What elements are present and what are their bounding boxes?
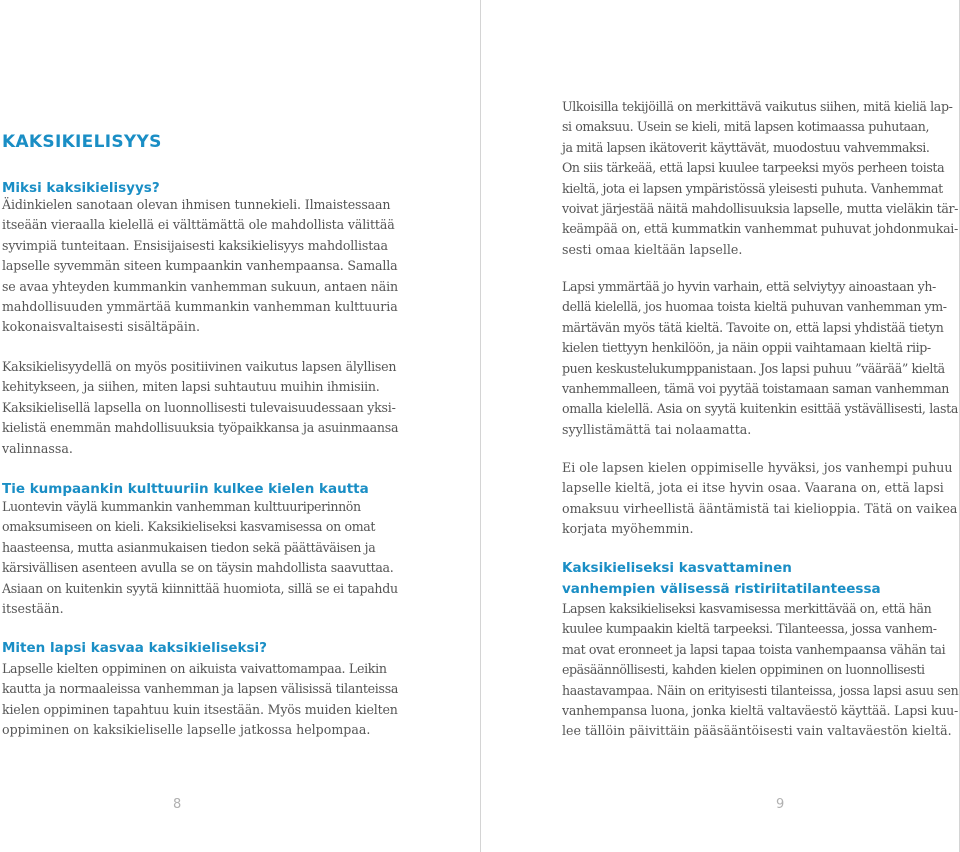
text-line: epäsäännöllisesti, kahden kielen oppiminen on luonnollisesti (562, 662, 925, 678)
text-line: haasteensa, mutta asianmukaisen tiedon sekä päättäväisen ja (2, 539, 376, 555)
text-line: sesti omaa kieltään lapselle. (562, 241, 743, 257)
heading-conflict-situation-line2: vanhempien välisessä ristiriitatilanteessa (562, 581, 881, 597)
heading-conflict-situation: Kaksikieliseksi kasvattaminen (562, 560, 792, 576)
paragraph (562, 599, 958, 742)
heading-how-child-grows-bilingual: Miten lapsi kasvaa kaksikieliseksi? (2, 640, 267, 656)
text-line: Asiaan on kuitenkin syytä kiinnittää huomiota, sillä se ei tapahdu (2, 580, 398, 596)
text-line: Lapsen kaksikieliseksi kasvamisessa merkittävää on, että hän (562, 601, 932, 616)
text-line: omalla kielellä. Asia on syytä kuitenkin esittää ystävällisesti, lasta (562, 401, 958, 417)
paragraph (2, 195, 398, 338)
text-line: oppiminen on kaksikieliselle lapselle jatkossa helpompaa. (2, 722, 371, 738)
text-line: kärsivällisen asenteen avulla se on täysin mahdollista saavuttaa. (2, 560, 394, 576)
page-number-left: 8 (173, 797, 182, 812)
text-line: si omaksuu. Usein se kieli, mitä lapsen kotimaassa puhutaan, (562, 119, 930, 135)
text-line: puen keskustelukumppanistaan. Jos lapsi puhuu ”väärää” kieltä (562, 360, 945, 376)
heading-culture-through-language: Tie kumpaankin kulttuuriin kulkee kielen kautta (2, 481, 369, 497)
text-line: keämpää on, että kummatkin vanhemmat puhuvat johdonmukai- (562, 221, 959, 237)
page-number-right: 9 (776, 797, 785, 812)
page-divider (480, 0, 481, 852)
text-line: kuulee kumpaakin kieltä tarpeeksi. Tilanteessa, jossa vanhem- (562, 621, 937, 637)
text-line: kieltä, jota ei lapsen ympäristössä yleisesti puhuta. Vanhemmat (562, 180, 943, 196)
text-line: mat ovat eronneet ja lapsi tapaa toista vanhempaansa vähän tai (562, 641, 946, 657)
text-line: dellä kielellä, jos huomaa toista kieltä puhuvan vanhemman ym- (562, 299, 947, 315)
text-line: se avaa yhteyden kummankin vanhemman sukuun, antaen näin (2, 278, 398, 294)
text-line: kielen tiettyyn henkilöön, ja näin oppii vaihtamaan kieltä riip- (562, 340, 931, 356)
paragraph (2, 497, 398, 619)
text-line: Kaksikielisellä lapsella on luonnollisesti tulevaisuudessaan yksi- (2, 399, 396, 415)
text-line: vanhemmalleen, tämä voi pyytää toistamaan saman vanhemman (562, 381, 949, 397)
text-line: omaksuu virheellistä ääntämistä tai kielioppia. Tätä on vaikea (562, 500, 958, 516)
text-line: Kaksikielisyydellä on myös positiivinen vaikutus lapsen älyllisen (2, 359, 397, 374)
text-line: syyllistämättä tai nolaamatta. (562, 421, 752, 437)
paragraph (562, 97, 958, 260)
text-line: lapselle syvemmän siteen kumpaankin vanhempaansa. Samalla (2, 258, 398, 274)
text-line: lee tällöin päivittäin pääsääntöisesti vain valtaväestön kieltä. (562, 723, 952, 739)
text-line: itsestään. (2, 601, 64, 617)
paragraph (562, 277, 958, 440)
text-line: kokonaisvaltaisesti sisältäpäin. (2, 319, 201, 335)
text-line: mahdollisuuden ymmärtää kummankin vanhemman kulttuuria (2, 299, 398, 315)
text-line: Äidinkielen sanotaan olevan ihmisen tunnekieli. Ilmaistessaan (2, 197, 391, 212)
text-line: Lapselle kielten oppiminen on aikuista vaivattomampaa. Leikin (2, 661, 387, 676)
text-line: syvimpiä tunteitaan. Ensisijaisesti kaksikielisyys mahdollistaa (2, 237, 388, 253)
paragraph (2, 659, 398, 741)
text-line: kielen oppiminen tapahtuu kuin itsestään. Myös muiden kielten (2, 701, 398, 717)
text-line: haastavampaa. Näin on erityisesti tilanteissa, jossa lapsi asuu sen (562, 682, 959, 698)
text-line: itseään vieraalla kielellä ei välttämättä ole mahdollista välittää (2, 217, 395, 233)
text-line: märtävän myös tätä kieltä. Tavoite on, että lapsi yhdistää tietyn (562, 319, 944, 335)
text-line: Luontevin väylä kummankin vanhemman kulttuuriperinnön (2, 499, 361, 514)
text-line: kielistä enemmän mahdollisuuksia työpaikkansa ja asuinmaansa (2, 420, 399, 436)
text-line: lapselle kieltä, jota ei itse hyvin osaa. Vaarana on, että lapsi (562, 480, 944, 496)
heading-why-bilingual: Miksi kaksikielisyys? (2, 180, 160, 196)
text-line: kautta ja normaaleissa vanhemman ja lapsen välisissä tilanteissa (2, 681, 399, 697)
text-line: Lapsi ymmärtää jo hyvin varhain, että selviytyy ainoastaan yh- (562, 279, 936, 294)
text-line: kehitykseen, ja siihen, miten lapsi suhtautuu muihin ihmisiin. (2, 379, 380, 395)
text-line: On siis tärkeää, että lapsi kuulee tarpeeksi myös perheen toista (562, 160, 945, 176)
text-line: Ei ole lapsen kielen oppimiselle hyväksi, jos vanhempi puhuu (562, 460, 953, 475)
paragraph (562, 458, 957, 540)
text-line: voivat järjestää näitä mahdollisuuksia lapselle, mutta vieläkin tär- (562, 201, 959, 217)
text-line: Ulkoisilla tekijöillä on merkittävä vaikutus siihen, mitä kieliä lap- (562, 99, 953, 114)
text-line: vanhempansa luona, jonka kieltä valtaväestö käyttää. Lapsi kuu- (562, 703, 959, 719)
page-title: KAKSIKIELISYYS (2, 132, 162, 152)
text-line: valinnassa. (2, 440, 73, 456)
text-line: korjata myöhemmin. (562, 521, 694, 537)
text-line: omaksumiseen on kieli. Kaksikieliseksi kasvamisessa on omat (2, 519, 376, 535)
paragraph (2, 357, 398, 459)
text-line: ja mitä lapsen ikätoverit käyttävät, muodostuu vahvemmaksi. (562, 139, 930, 155)
